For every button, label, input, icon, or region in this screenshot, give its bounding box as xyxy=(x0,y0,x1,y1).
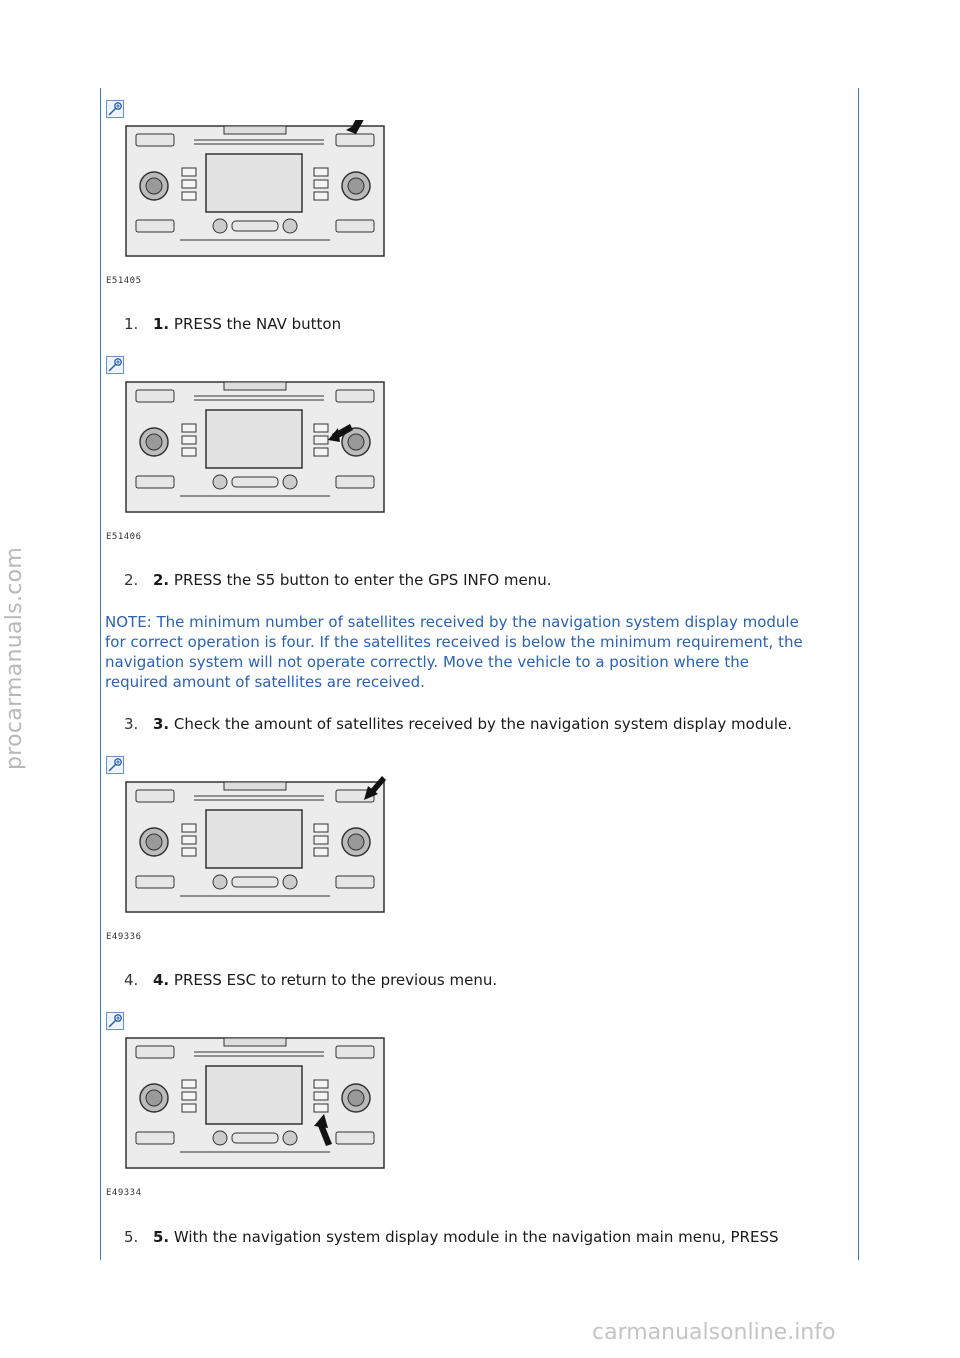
zoom-icon[interactable] xyxy=(106,1012,124,1030)
step-number: 1. xyxy=(124,315,139,333)
step-3 xyxy=(124,714,792,734)
radio-unit-illustration xyxy=(124,376,386,516)
step-bold-number: 3. xyxy=(153,715,170,733)
figure-code: E51406 xyxy=(106,532,142,542)
step-text: PRESS ESC to return to the previous menu. xyxy=(169,971,498,989)
zoom-icon[interactable] xyxy=(106,756,124,774)
step-text: With the navigation system display module in the navigation main menu, PRESS xyxy=(169,1228,779,1246)
side-watermark: procarmanuals.com xyxy=(2,546,27,770)
figure-code: E51405 xyxy=(106,276,142,286)
zoom-icon[interactable] xyxy=(106,356,124,374)
step-number: 2. xyxy=(124,571,139,589)
step-bold-number: 2. xyxy=(153,571,170,589)
radio-unit-illustration xyxy=(124,776,386,916)
step-number: 5. xyxy=(124,1228,139,1246)
step-number: 3. xyxy=(124,715,139,733)
bottom-watermark: carmanualsonline.info xyxy=(592,1320,836,1345)
step-bold-number: 4. xyxy=(153,971,170,989)
step-text: PRESS the NAV button xyxy=(169,315,342,333)
zoom-icon[interactable] xyxy=(106,100,124,118)
step-text: Check the amount of satellites received by the navigation system display module. xyxy=(169,715,793,733)
radio-unit-illustration xyxy=(124,120,386,260)
step-text: PRESS the S5 button to enter the GPS INFO menu. xyxy=(169,571,552,589)
step-bold-number: 1. xyxy=(153,315,170,333)
step-1 xyxy=(124,314,341,334)
step-5 xyxy=(124,1227,779,1247)
right-margin-rule xyxy=(858,88,859,1260)
step-4 xyxy=(124,970,497,990)
step-number: 4. xyxy=(124,971,139,989)
step-bold-number: 5. xyxy=(153,1228,170,1246)
figure-code: E49334 xyxy=(106,1188,142,1198)
left-margin-rule xyxy=(100,88,101,1260)
note-text: NOTE: The minimum number of satellites received by the navigation system display module for correct operation is four. If the satellites received is below the minimum requirement, the navigation system will not operate correctly. Move the vehicle to a position where the required amount of satellites are received. xyxy=(105,613,803,691)
step-2 xyxy=(124,570,552,590)
radio-unit-illustration xyxy=(124,1032,386,1172)
figure-code: E49336 xyxy=(106,932,142,942)
